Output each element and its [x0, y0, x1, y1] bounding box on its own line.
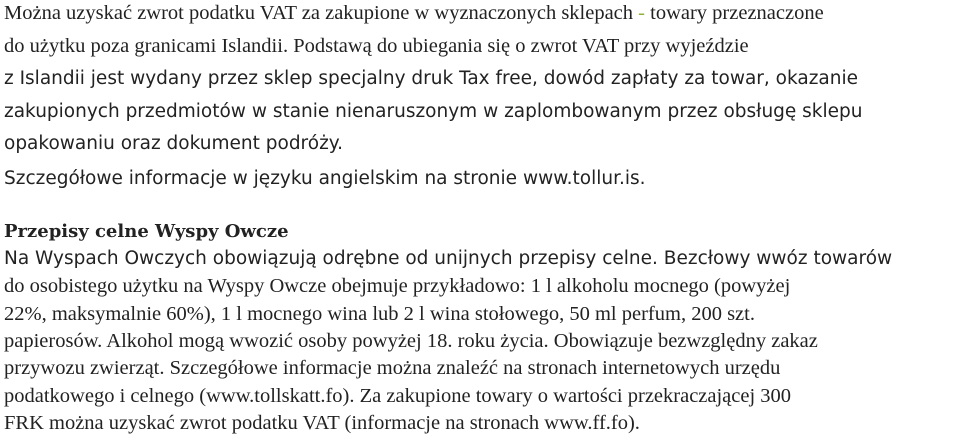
faroe-paragraph-line-1: Na Wyspach Owczych obowiązują odrębne od unijnych przepisy celne. Bezcłowy wwóz towarów [4, 248, 893, 269]
iceland-info-link-line: Szczegółowe informacje w języku angielskim na stronie www.tollur.is. [4, 168, 646, 189]
faroe-paragraph-line-3: 22%, maksymalnie 60%), 1 l mocnego wina lub 2 l wina stołowego, 50 ml perfum, 200 szt. [4, 303, 755, 325]
text-fragment: Można uzyskać zwrot podatku VAT za zakupione w wyznaczonych sklepach [4, 2, 639, 24]
section-heading-faroe: Przepisy celne Wyspy Owcze [4, 221, 289, 242]
dash-separator: - [638, 2, 645, 24]
faroe-paragraph-line-7: FRK można uzyskać zwrot podatku VAT (informacje na stronach www.ff.fo). [4, 412, 640, 434]
iceland-paragraph-line-1 [4, 0, 824, 26]
text-fragment: towary przeznaczone [645, 2, 824, 24]
iceland-paragraph-line-4: zakupionych przedmiotów w stanie nienaruszonym w zaplombowanym przez obsługę sklepu [4, 101, 863, 122]
iceland-paragraph-line-3: z Islandii jest wydany przez sklep specjalny druk Tax free, dowód zapłaty za towar, okazanie [4, 68, 859, 89]
faroe-paragraph-line-4: papierosów. Alkohol mogą wwozić osoby powyżej 18. roku życia. Obowiązuje bezwzględny zakaz [4, 330, 818, 352]
faroe-paragraph-line-5: przywozu zwierząt. Szczegółowe informacje można znaleźć na stronach internetowych urzędu [4, 357, 781, 379]
faroe-paragraph-line-6: podatkowego i celnego (www.tollskatt.fo). Za zakupione towary o wartości przekraczającej 300 [4, 385, 792, 407]
iceland-paragraph-line-2: do użytku poza granicami Islandii. Podstawą do ubiegania się o zwrot VAT przy wyjeździe [4, 35, 749, 57]
faroe-paragraph-line-2: do osobistego użytku na Wyspy Owcze obejmuje przykładowo: 1 l alkoholu mocnego (powyżej [4, 275, 791, 297]
iceland-paragraph-line-5: opakowaniu oraz dokument podróży. [4, 133, 343, 154]
